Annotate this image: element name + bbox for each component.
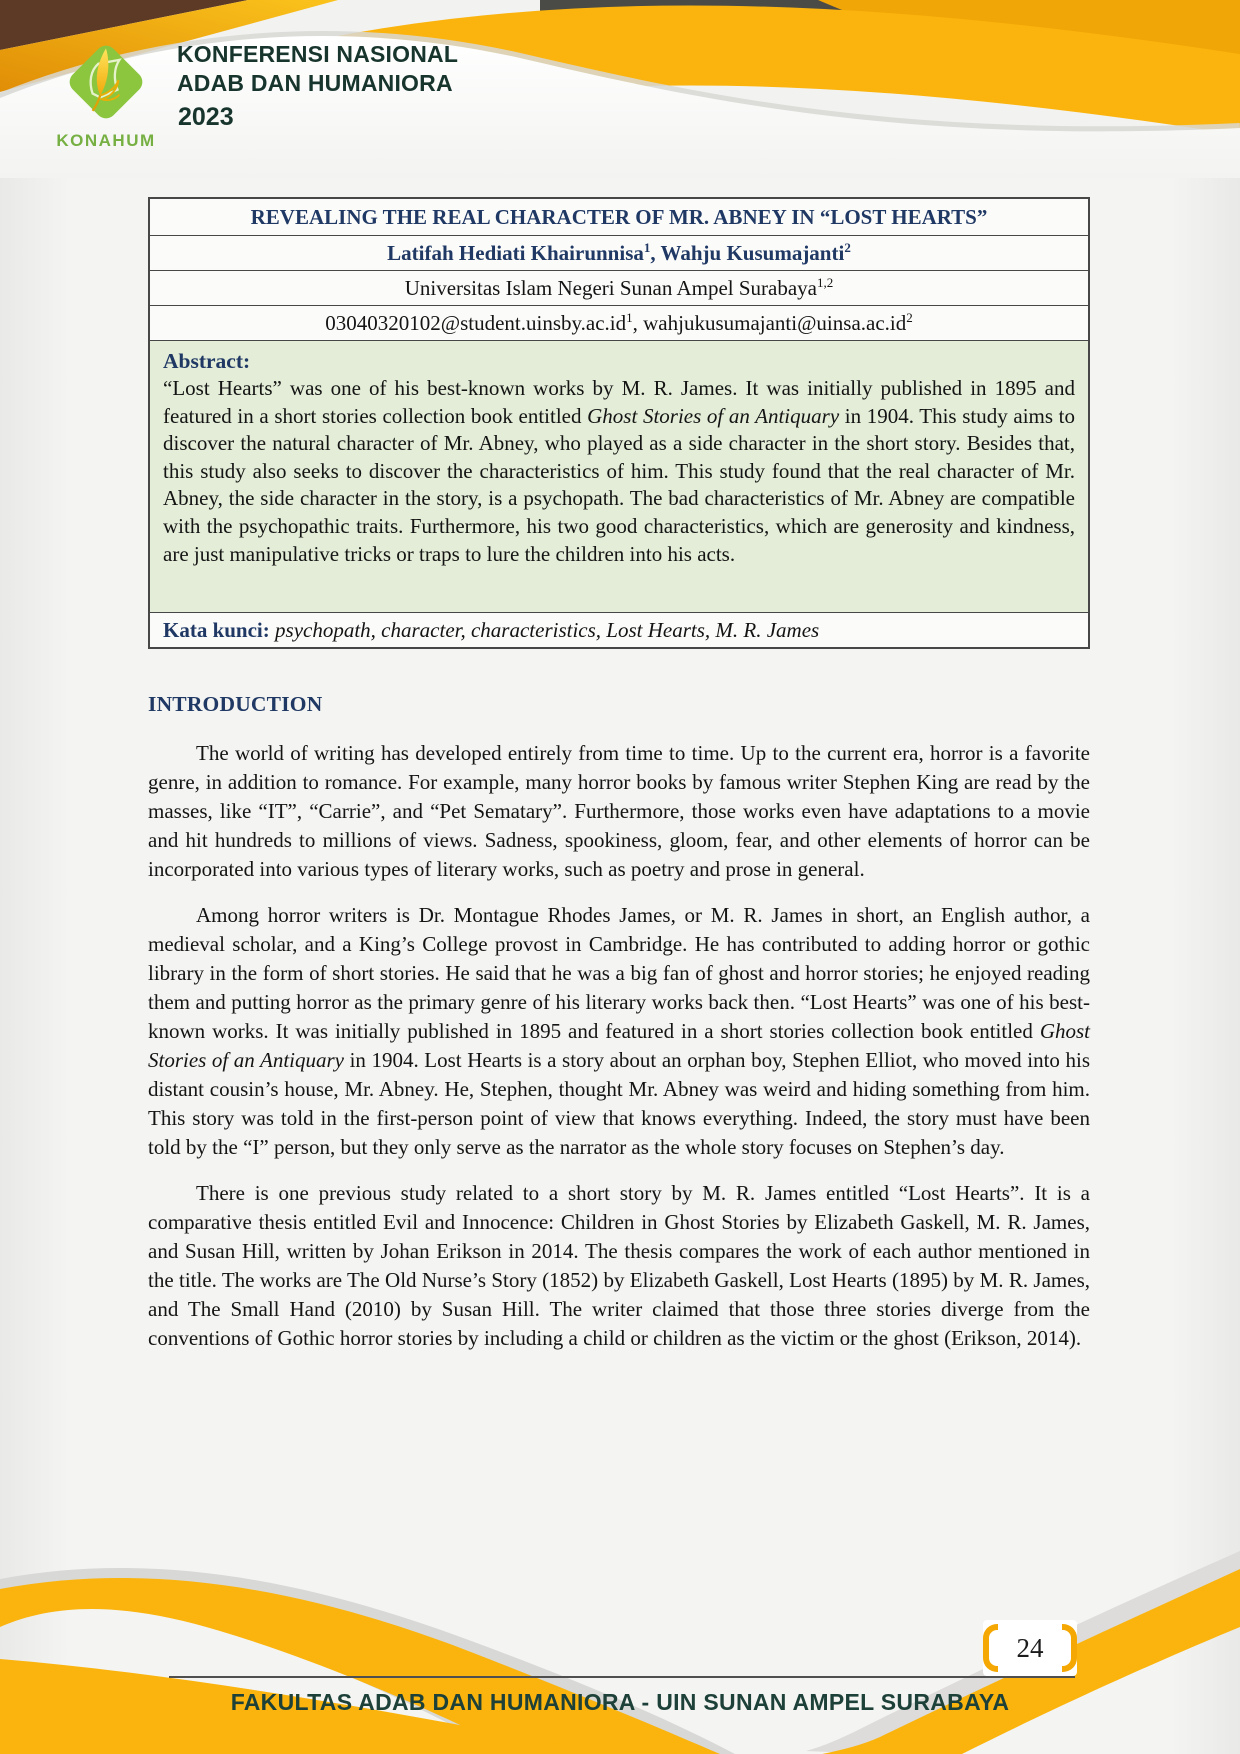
intro-paragraph-1: The world of writing has developed entirely from time to time. Up to the current era, horror is a favorite genre, in addition to romance. For example, many horror books by famous writer Stephen King are read by the masses, like “IT”, “Carrie”, and “Pet Sematary”. Furthermore, those works even have adaptations to a movie and hit hundreds to millions of views. Sadness, spookiness, gloom, fear, and other elements of horror can be incorporated into various types of literary works, such as poetry and prose in general. (148, 741, 1090, 881)
conference-title-line1: KONFERENSI NASIONAL (177, 41, 459, 67)
footer-faculty-text: FAKULTAS ADAB DAN HUMANIORA - UIN SUNAN AMPEL SURABAYA (230, 1689, 1010, 1715)
abstract-text-part2: in 1904. This study aims to discover the natural character of Mr. Abney, who played as a side character in the short story. Besides that, this study also seeks to discover the characteristics of him. This study found that the real character of Mr. Abney, the side character in the story, is a psychopath. The bad characteristics of Mr. Abney are compatible with the psychopathic traits. Furthermore, his two good characteristics, which are generosity and kindness, are just manipulative tricks or traps to lure the children into his acts. (163, 403, 1076, 566)
abstract-section (150, 340, 1088, 612)
intro-paragraph-2 (148, 901, 1090, 1162)
intro-paragraph-2-italic: Ghost Stories of an Antiquary (148, 1019, 1090, 1072)
email-1-superscript: 1 (626, 310, 633, 325)
right-bracket-icon (1062, 1624, 1077, 1672)
paper-header-table (148, 197, 1090, 649)
paper-emails (150, 305, 1088, 340)
konahum-logo-icon (58, 34, 154, 130)
abstract-label: Abstract: (163, 349, 251, 373)
affiliation-text: Universitas Islam Negeri Sunan Ampel Surabaya (404, 276, 818, 300)
footer-divider (169, 1676, 1075, 1678)
author-1-superscript: 1 (643, 240, 651, 255)
abstract-text (163, 375, 1075, 568)
paper-affiliation (150, 270, 1088, 305)
email-1: 03040320102@student.uinsby.ac.id (325, 311, 627, 335)
affiliation-superscript: 1,2 (817, 275, 834, 290)
author-2: Wahju Kusumajanti (660, 241, 845, 265)
page-number-box (983, 1620, 1077, 1676)
keywords-label: Kata kunci: (163, 618, 270, 642)
conference-title-line2: ADAB DAN HUMANIORA (177, 70, 453, 96)
introduction-heading: INTRODUCTION (148, 692, 323, 716)
intro-paragraph-3: There is one previous study related to a short story by M. R. James entitled “Lost Hearts”. It is a comparative thesis entitled Evil and Innocence: Children in Ghost Stories by Elizabeth Gaskell, M. R. James, and Susan Hill, written by Johan Erikson in 2014. The thesis compares the work of each author mentioned in the title. The works are The Old Nurse’s Story (1852) by Elizabeth Gaskell, Lost Hearts (1895) by M. R. James, and The Small Hand (2010) by Susan Hill. The writer claimed that those three stories diverge from the conventions of Gothic horror stories by including a child or children as the victim or the ghost (Erikson, 2014). (148, 1181, 1090, 1350)
konahum-logo (42, 34, 170, 151)
email-2: wahjukusumajanti@uinsa.ac.id (643, 311, 907, 335)
email-separator: , (632, 311, 644, 335)
author-1: Latifah Hediati Khairunnisa (387, 241, 644, 265)
paper-title: REVEALING THE REAL CHARACTER OF MR. ABNEY IN “LOST HEARTS” (250, 205, 988, 229)
conference-year: 2023 (178, 103, 234, 131)
main-content (148, 692, 1090, 1370)
intro-paragraph-2-part1: Among horror writers is Dr. Montague Rhodes James, or M. R. James in short, an English author, a medieval scholar, and a King’s College provost in Cambridge. He has contributed to adding horror or gothic library in the form of short stories. He said that he was a big fan of ghost and horror stories; he enjoyed reading them and putting horror as the primary genre of his literary works back then. “Lost Hearts” was one of his best-known works. It was initially published in 1895 and featured in a short stories collection book entitled (148, 903, 1090, 1043)
paper-authors (150, 235, 1088, 270)
conference-title (177, 40, 458, 98)
keywords-text: psychopath, character, characteristics, Lost Hearts, M. R. James (269, 618, 820, 642)
email-2-superscript: 2 (906, 310, 913, 325)
page-number: 24 (1016, 1632, 1044, 1663)
logo-wordmark: KONAHUM (56, 131, 156, 150)
intro-paragraph-2-part2: in 1904. Lost Hearts is a story about an orphan boy, Stephen Elliot, who moved into his distant cousin’s house, Mr. Abney. He, Stephen, thought Mr. Abney was weird and hiding something from him. This story was told in the first-person point of view that knows everything. Indeed, the story must have been told by the “I” person, but they only serve as the narrator as the whole story focuses on Stephen’s day. (148, 1048, 1090, 1159)
abstract-text-italic: Ghost Stories of an Antiquary (587, 403, 840, 428)
author-2-superscript: 2 (844, 240, 851, 255)
left-bracket-icon (983, 1624, 998, 1672)
abstract-text-part1: “Lost Hearts” was one of his best-known works by M. R. James. It was initially published in 1895 and featured in a short stories collection book entitled (163, 376, 1075, 428)
keywords-row (150, 612, 1088, 647)
author-separator: , (650, 241, 661, 265)
